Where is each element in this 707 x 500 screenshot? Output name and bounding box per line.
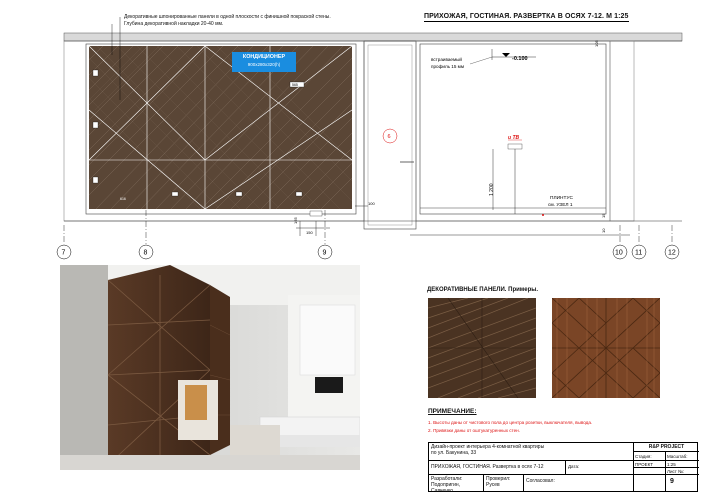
tb-blank: [634, 475, 666, 492]
door-tag-number: 6: [387, 134, 391, 140]
note-1: 1. Высоты даны от чистового пола до центра розетки, выключателя, вывода.: [428, 420, 593, 425]
tb-empty: [634, 468, 666, 475]
tb-sheet-no: 9: [670, 478, 674, 485]
dim-565: 565: [292, 83, 298, 87]
plinth-label: ПЛИНТУС: [550, 196, 573, 201]
note-2: 2. Привязки даны от оштукатуренных стен.: [428, 428, 520, 433]
axis-8: 8: [143, 249, 148, 257]
tb-checker: Русев: [486, 482, 500, 488]
profile-note-1: встраиваемый: [431, 57, 462, 62]
tb-date-lbl: Дата:: [566, 461, 634, 475]
dim-105: 105: [594, 40, 599, 47]
render-image: [60, 265, 360, 470]
ceiling-band: [64, 33, 682, 41]
tb-devs: Подопригин, Савченко: [431, 482, 461, 494]
axis-11: 11: [635, 249, 643, 257]
note-panels: Декоративные шпонированные панели в одной плоскости с финишной покраской стены.: [124, 14, 331, 20]
ac-tag: [232, 52, 296, 72]
tb-address: по ул. Бакунина, 33: [431, 450, 477, 456]
note-depth: Глубина декоративной накладки 20-40 мм.: [124, 21, 224, 27]
axis-7: 7: [61, 249, 66, 257]
tb-sheet-lbl: Лист №:: [666, 468, 699, 475]
note-title: ПРИМЕЧАНИЕ:: [428, 408, 477, 415]
tb-scale-lbl: Масштаб:: [666, 452, 699, 461]
profile-note-2: профиль 15 мм: [431, 64, 464, 69]
tb-project: [429, 443, 634, 461]
axis-9: 9: [322, 249, 327, 257]
tb-dev: [429, 475, 484, 492]
dim-616: 616: [120, 197, 126, 201]
axis-10: 10: [615, 249, 623, 257]
ac-size: 900х280х320(h): [247, 62, 281, 67]
dim-15: 15: [601, 213, 606, 218]
tb-scale: 1:25: [666, 461, 699, 468]
axis-12: 12: [668, 249, 676, 257]
tv-label: и ТВ: [508, 135, 520, 141]
tb-company: R&P PROJECT: [634, 443, 699, 452]
ac-label: КОНДИЦИОНЕР: [242, 54, 286, 60]
dim-10: 10: [601, 228, 606, 233]
panel-sample-1: [428, 298, 536, 398]
dim-100: 100: [368, 201, 375, 206]
tb-sheet-name: ПРИХОЖАЯ, ГОСТИНАЯ. Развертка в осях 7-12: [429, 461, 566, 475]
section-title: ДЕКОРАТИВНЫЕ ПАНЕЛИ. Примеры.: [427, 287, 539, 293]
dim-150: 150: [306, 230, 313, 235]
title-block: [428, 442, 698, 492]
plinth-ref: см. УЗЕЛ 1: [548, 203, 573, 208]
axis-markers: [57, 245, 679, 259]
tb-check-lbl: Проверил:: [486, 476, 511, 482]
dim-165: 165: [293, 217, 298, 224]
interior-render: [60, 265, 360, 470]
panel-sample-2: [552, 298, 660, 398]
level-mark: -0.100: [512, 56, 528, 62]
tb-agreed-lbl: Согласовал:: [524, 475, 634, 492]
tb-project-name: Дизайн-проект интерьера 4-комнатной квартиры: [431, 444, 545, 450]
tb-stage: ПРОЕКТ: [634, 461, 666, 468]
dim-1200: 1 200: [489, 183, 495, 196]
tb-dev-lbl: Разработали:: [431, 476, 463, 482]
tb-stage-lbl: Стадия:: [634, 452, 666, 461]
drawing-title: ПРИХОЖАЯ, ГОСТИНАЯ. РАЗВЕРТКА В ОСЯХ 7-12. М 1:25: [424, 13, 629, 20]
tb-check: [484, 475, 524, 492]
